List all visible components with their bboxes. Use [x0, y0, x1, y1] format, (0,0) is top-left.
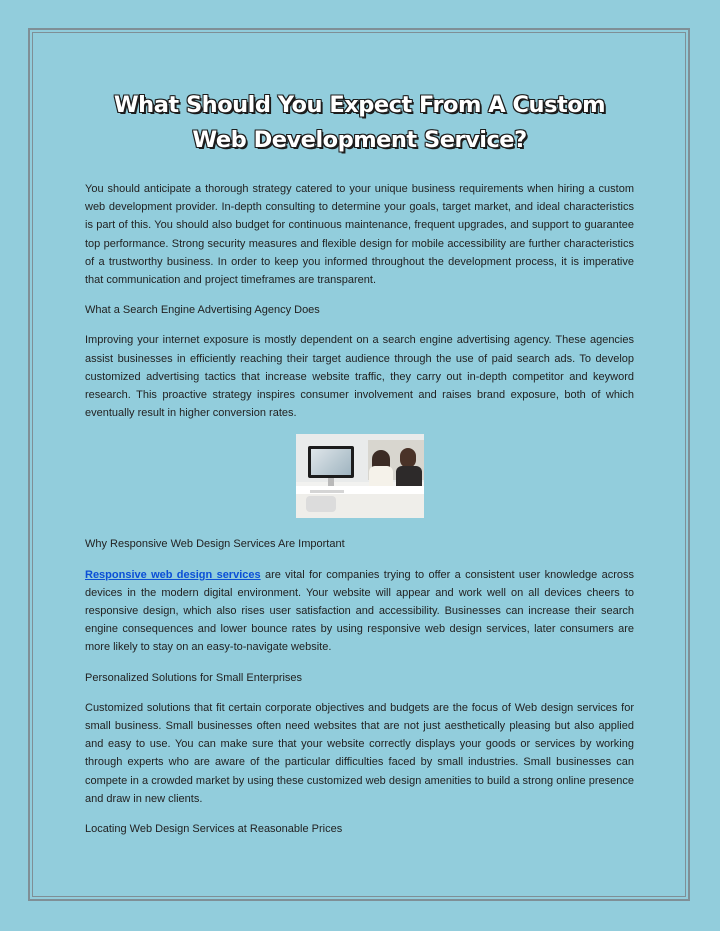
small-business-heading: Personalized Solutions for Small Enterprises — [85, 671, 303, 684]
responsive-paragraph-text: are vital for companies trying to offer a consistent user knowledge across devices in the modern digital environment. Your website will appear and work well on all devices cheers to responsive design, which also rises user satisfaction and accessibility. Businesses can increase their search engine consequences and lower bounce rates by using responsive web design services, later consumers are more likely to stay on an easy-to-navigate website. — [85, 568, 634, 654]
responsive-heading: Why Responsive Web Design Services Are Important — [85, 538, 345, 551]
intro-paragraph: You should anticipate a thorough strategy catered to your unique business requirements when hiring a custom web development provider. In-depth consulting to determine your goals, target market, and ideal characteristics is part of this. You should also budget for continuous maintenance, frequent upgrades, and support to guarantee top performance. Strong security measures and flexible design for mobile accessibility are further characteristics of a trustworthy business. In order to keep you informed throughout the development process, it is imperative that communication and project timeframes are transparent. — [85, 183, 634, 287]
responsive-web-design-link[interactable]: Responsive web design services — [85, 568, 261, 581]
document-body — [85, 88, 634, 850]
title-line-2: Web Development Service? — [192, 127, 527, 153]
responsive-paragraph — [85, 566, 634, 657]
agency-paragraph: Improving your internet exposure is mostly dependent on a search engine advertising agency. These agencies assist businesses in efficiently reaching their target audience through the use of paid search ads. To develop customized advertising tactics that increase website traffic, they carry out in-depth competitor and keyword research. This proactive strategy inspires consumer involvement and raises brand exposure, both of which eventually result in higher conversion rates. — [85, 334, 634, 420]
office-photo — [296, 434, 424, 518]
document-title — [85, 88, 634, 158]
small-business-paragraph: Customized solutions that fit certain corporate objectives and budgets are the focus of Web design services for small business. Small businesses often need websites that are not just aesthetically pleasing but also applied and easy to use. You can make sure that your website correctly displays your goods or services by working through experts who are aware of the particular difficulties faced by small industries. Small businesses can compete in a crowded market by using these customized web design amenities to build a strong online presence and draw in new clients. — [85, 701, 634, 805]
agency-heading: What a Search Engine Advertising Agency Does — [85, 304, 320, 317]
title-line-1: What Should You Expect From A Custom — [113, 92, 606, 118]
pricing-heading: Locating Web Design Services at Reasonable Prices — [85, 823, 343, 836]
